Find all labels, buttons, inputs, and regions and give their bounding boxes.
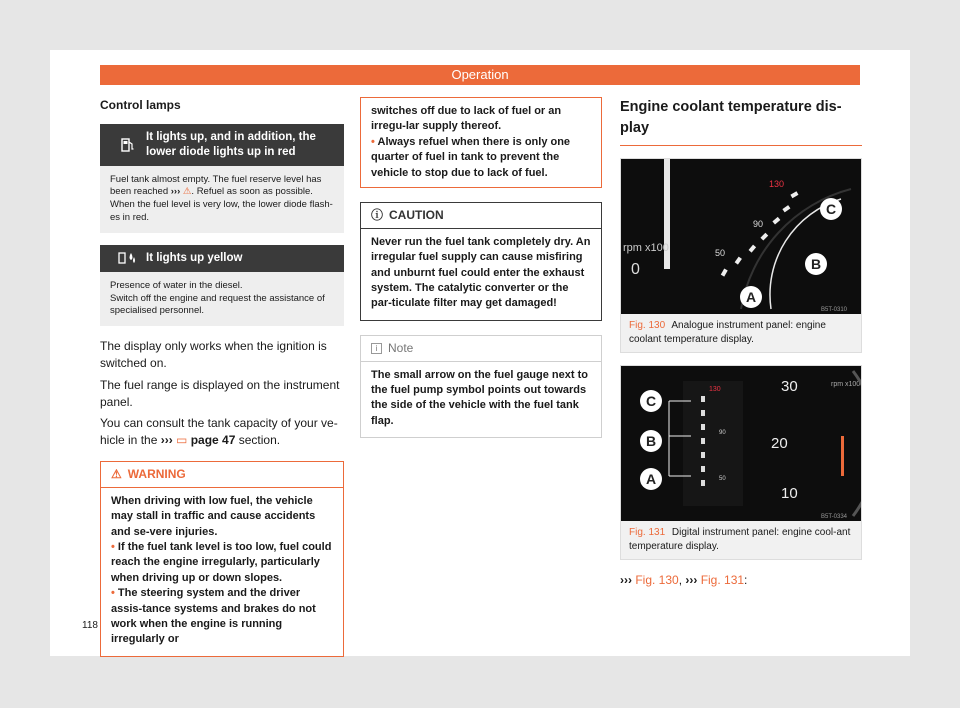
figure-caption: Fig. 130 Analogue instrument panel: engine coolant temperature display. [629, 320, 826, 345]
page-number: 118 [82, 620, 98, 631]
lamp-water-description: Presence of water in the diesel. Switch off the engine and request the assistance of specialised personnel. [100, 272, 344, 326]
lamp-water-text: It lights up yellow [146, 251, 243, 264]
svg-text:90: 90 [753, 219, 764, 230]
fig131-link[interactable]: Fig. 131 [700, 573, 745, 588]
caution-body: Never run the fuel tank completely dry. An irregular fuel supply can cause misfiring and unburnt fuel could enter the exhaust system. The catalytic converter or the par-ticulate filter may get damaged! [371, 235, 591, 310]
paragraph: You can consult the tank capacity of your ve-hicle in the ››› ▭ page 47 section. [100, 416, 338, 448]
body-text [100, 338, 344, 449]
warning-bullet: • The steering system and the driver assis-tance systems and brakes do not work when the engine is running irregularly or [111, 586, 333, 648]
svg-text:A: A [746, 289, 757, 306]
svg-text:50: 50 [715, 248, 726, 259]
warning-triangle-icon[interactable]: ⚠ [182, 186, 192, 198]
caution-header: ⓘ CAUTION [361, 203, 601, 229]
warning-continuation: switches off due to lack of fuel or an irregu-lar supply thereof. • Always refuel when there is only one quarter of fuel in tank to prevent the vehicle to stop due to lack of fuel. [360, 97, 602, 188]
warning-body: When driving with low fuel, the vehicle may stall in traffic and cause accidents and se-vere injuries. • If the fuel tank level is too low, fuel could reach the engine irregularly, particularly when driving up or down slopes. • The steering system and the driver assis-tance systems and brakes do not work when the engine is running irregularly or [101, 488, 343, 657]
analogue-gauge-image [621, 159, 861, 314]
lamp-fuel-description: Fuel tank almost empty. The fuel reserve level has been reached ››› ⚠. Refuel as soon as possible. When the fuel level is very low, the lower diode flash-es in red. [100, 166, 344, 233]
svg-text:20: 20 [771, 435, 788, 453]
lamp-fuel-text: It lights up, and in addition, the lower diode lights up in red [146, 130, 316, 158]
info-circle-icon: ⓘ [371, 207, 384, 222]
warning-triangle-icon: ⚠ [111, 467, 122, 482]
figure-reference-line: ››› Fig. 130, ››› Fig. 131: [620, 573, 748, 588]
water-in-diesel-icon [110, 251, 146, 265]
rpm-label: rpm x100 [623, 242, 669, 255]
book-icon: ▭ [176, 433, 188, 448]
note-box [360, 335, 602, 438]
page-link[interactable]: page 47 [190, 433, 236, 448]
middle-column [360, 97, 602, 438]
svg-text:130: 130 [769, 179, 785, 190]
paragraph: The display only works when the ignition is switched on. [100, 339, 327, 371]
svg-text:B5T-0334: B5T-0334 [821, 514, 848, 521]
digital-gauge-image [621, 366, 861, 521]
svg-text:90: 90 [719, 430, 726, 437]
section-title: Control lamps [100, 98, 181, 112]
warning-header: ⚠ WARNING [101, 462, 343, 488]
svg-text:0: 0 [631, 261, 640, 279]
warning-box [100, 461, 344, 657]
figure-number: Fig. 131 [629, 527, 666, 539]
note-body: The small arrow on the fuel gauge next to the fuel pump symbol points out towards the side of the vehicle with the fuel tank flap. [371, 368, 588, 427]
note-icon: i [371, 343, 382, 354]
svg-text:C: C [826, 201, 837, 218]
svg-text:C: C [646, 393, 657, 410]
svg-text:B: B [646, 433, 657, 450]
caution-box [360, 202, 602, 321]
svg-text:A: A [646, 471, 657, 488]
figure-131 [620, 365, 862, 560]
left-column [100, 97, 344, 657]
warning-bullet: • If the fuel tank level is too low, fuel could reach the engine irregularly, particularly when driving up or down slopes. [111, 540, 333, 586]
svg-text:130: 130 [709, 386, 721, 394]
warning-bullet: • Always refuel when there is only one quarter of fuel in tank to prevent the vehicle to stop due to lack of fuel. [371, 135, 591, 181]
svg-text:rpm x100: rpm x100 [831, 381, 861, 389]
svg-text:10: 10 [781, 485, 798, 503]
figure-number: Fig. 130 [629, 320, 666, 332]
paragraph: The fuel range is displayed on the instrument panel. [100, 377, 340, 409]
svg-text:50: 50 [719, 476, 726, 483]
note-header: i Note [361, 336, 601, 362]
svg-text:B5T-0310: B5T-0310 [821, 307, 848, 314]
section-heading: Engine coolant temperature dis-play [620, 97, 862, 146]
manual-page [50, 50, 910, 656]
svg-text:B: B [811, 256, 822, 273]
fuel-pump-icon [110, 137, 146, 153]
svg-text:30: 30 [781, 378, 798, 396]
lamp-water-header [100, 245, 344, 272]
lamp-fuel-header [100, 124, 344, 166]
figure-caption: Fig. 131 Digital instrument panel: engine cool-ant temperature display. [629, 527, 851, 552]
page-header: Operation [100, 65, 860, 85]
figure-130 [620, 158, 862, 353]
fig130-link[interactable]: Fig. 130 [635, 573, 679, 588]
right-column [620, 97, 862, 589]
